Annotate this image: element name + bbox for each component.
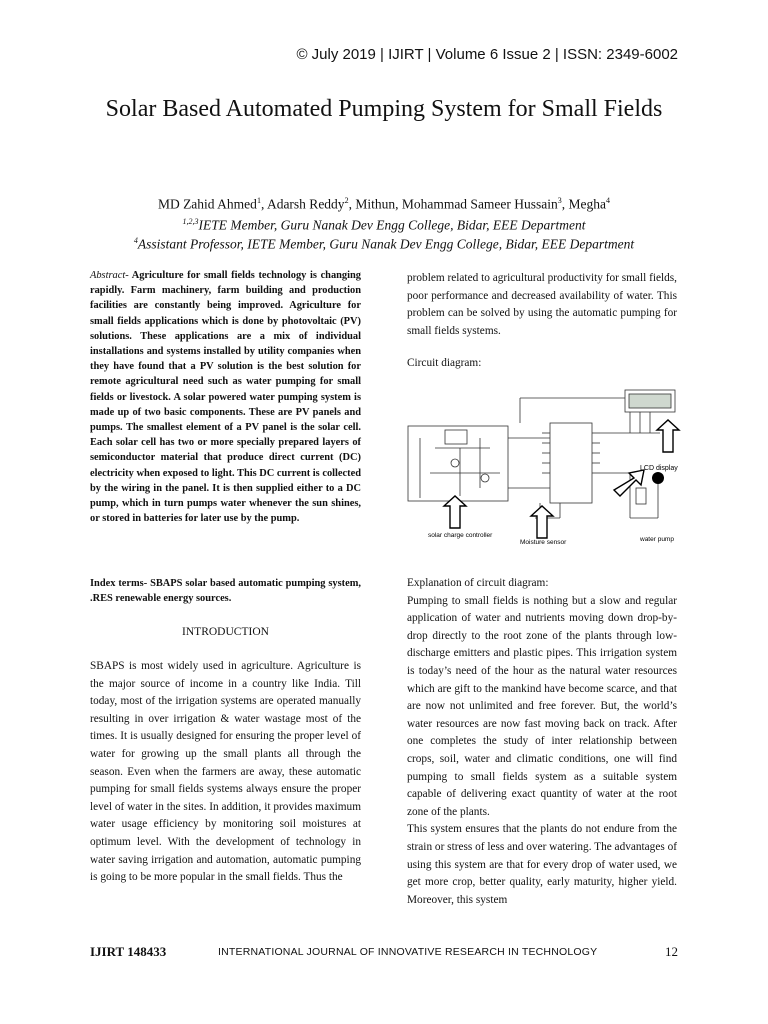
lcd-display-caption: LCD display bbox=[640, 465, 678, 472]
abstract bbox=[90, 268, 361, 526]
circuit-explanation bbox=[407, 575, 677, 909]
affiliation-text: Assistant Professor, IETE Member, Guru Nanak Dev Engg College, Bidar, EEE Department bbox=[137, 236, 635, 252]
author-name: MD Zahid Ahmed bbox=[157, 196, 257, 212]
paper-title: Solar Based Automated Pumping System for Small Fields bbox=[105, 96, 663, 122]
author-sup: 1 bbox=[256, 196, 261, 205]
introduction-text: SBAPS is most widely used in agriculture. Agriculture is the major source of income in a country like India. Till today, most of the irrigation systems are operated manually resulting in over irrigation & water wastage most of the times. It is usually designed for ensuring the proper level of water for growing up the small plants all through the season. Even when the farmers are away, these automatic pumping for small fields systems always ensure the proper level of water in the sites. In addition, it provides maximum water usage efficiency by monitoring soil moistures at optimum level. With the development of technology in water saving irrigation and automation, automatic pumping is going to be more popular in the small fields. Thus the bbox=[90, 660, 361, 884]
abstract-text: Agriculture for small fields technology is changing rapidly. Farm machinery, farm building and production facilities are constantly being improved. Agriculture for small fields applications which is done by photovoltaic (PV) solutions. These applications are a mix of individual installations and systems installed by utility companies when they have found that a PV solution is the best solution for remote agricultural need such as water pumping for small fields or livestock. A solar powered water pumping system is made up of two basic components. These are PV panels and pumps. The smallest element of a PV panel is the solar cell. Each solar cell has two or more specially prepared layers of semiconductor material that produce direct current (DC) electricity when exposed to light. This DC current is collected by the wiring in the panel. It is then supplied either to a DC pump, which in turn pumps water whenever the sun shines, or stored in batteries for later use by the pump. bbox=[90, 270, 361, 525]
author-name: , Mithun, Mohammad Sameer Hussain bbox=[348, 196, 558, 212]
author-list bbox=[0, 196, 768, 213]
author-sup: 3 bbox=[557, 196, 562, 205]
affiliation-1 bbox=[0, 217, 768, 234]
author-name: , Megha bbox=[561, 196, 607, 212]
affiliation-text: IETE Member, Guru Nanak Dev Engg College, Bidar, EEE Department bbox=[198, 217, 586, 233]
journal-header: © July 2019 | IJIRT | Volume 6 Issue 2 | ISSN: 2349-6002 bbox=[296, 46, 678, 63]
author-sup: 4 bbox=[606, 196, 611, 205]
circuit-diagram-label: Circuit diagram: bbox=[407, 357, 482, 369]
affiliation-sup: 4 bbox=[133, 236, 138, 245]
affiliation-2 bbox=[0, 236, 768, 253]
author-name: , Adarsh Reddy bbox=[260, 196, 345, 212]
introduction-heading: INTRODUCTION bbox=[182, 626, 269, 638]
circuit-diagram bbox=[400, 378, 688, 550]
author-sup: 2 bbox=[344, 196, 349, 205]
index-terms: Index terms- SBAPS solar based automatic pumping system, .RES renewable energy sources. bbox=[90, 578, 361, 605]
affiliation-sup: 1,2,3 bbox=[182, 217, 199, 226]
explanation-paragraph-2: This system ensures that the plants do not endure from the strain or stress of less and over watering. The advantages of using this system are that for every drop of water used, we get more crop, better quality, early maturity, higher yield. Moreover, this system bbox=[407, 823, 677, 906]
footer-paper-id: IJIRT 148433 bbox=[90, 944, 167, 959]
solar-charge-controller-caption: solar charge controller bbox=[428, 532, 493, 539]
abstract-lead: Abstract- bbox=[90, 270, 129, 281]
right-column-top-text: problem related to agricultural productivity for small fields, poor performance and decreased availability of water. This problem can be solved by using the automatic pumping for small fields systems. bbox=[407, 272, 677, 337]
water-pump-caption: water pump bbox=[640, 536, 674, 543]
page-number: 12 bbox=[665, 944, 678, 959]
footer-journal-name: INTERNATIONAL JOURNAL OF INNOVATIVE RESEARCH IN TECHNOLOGY bbox=[218, 946, 598, 958]
explanation-paragraph-1: Pumping to small fields is nothing but a slow and regular application of water and nutrients moving down drop-by-drop directly to the root zone of the plants through low-discharge emitters and plastic pipes. This irrigation system is today’s need of the hour as the natural water resources which are gift to the mankind have become scarce, and that are now not unlimited and free forever. But, the world’s water resources are now fast moving back on track. After one completes the study of inter relationship between crops, soil, water and climatic conditions, one will find pumping to small fields system as a suitable system capable of delivering exact quantity of water at the root zone of the plants. bbox=[407, 594, 677, 818]
explanation-heading: Explanation of circuit diagram: bbox=[407, 577, 549, 589]
moisture-sensor-caption: Moisture sensor bbox=[520, 539, 567, 546]
